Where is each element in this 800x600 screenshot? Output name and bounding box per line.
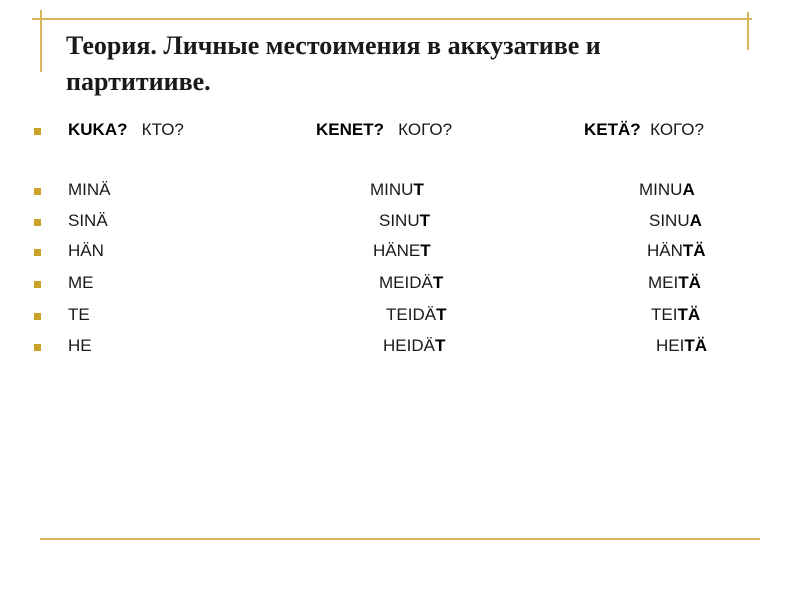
accusative-ending: T [436, 305, 447, 324]
header-col2 [316, 119, 452, 141]
header-col3-translation: КОГО? [650, 120, 704, 139]
accusative-cell [373, 240, 431, 262]
header-row [0, 119, 800, 141]
nominative-cell: HE [68, 336, 92, 355]
nominative-cell: MINÄ [68, 180, 111, 199]
partitive-stem: SINU [649, 211, 690, 230]
accusative-cell [383, 335, 445, 357]
accusative-ending: T [413, 180, 424, 199]
header-col2-translation: КОГО? [398, 120, 453, 139]
header-col1-translation: КТО? [141, 120, 184, 139]
nominative-cell: HÄN [68, 241, 104, 260]
partitive-cell [651, 304, 700, 326]
partitive-stem: MEI [648, 273, 679, 292]
pronoun-row [0, 304, 800, 326]
partitive-ending: TÄ [682, 241, 706, 260]
left-accent-line [40, 10, 42, 72]
accusative-cell [386, 304, 446, 326]
nominative-cell: SINÄ [68, 211, 108, 230]
partitive-ending: TÄ [684, 336, 708, 355]
accusative-ending: T [434, 336, 446, 355]
pronoun-row [0, 179, 800, 201]
partitive-ending: TÄ [677, 305, 701, 324]
nominative-cell: TE [68, 305, 90, 324]
header-col3 [584, 119, 704, 141]
partitive-cell [648, 272, 701, 294]
accusative-stem: MEIDÄ [379, 273, 433, 292]
header-col3-question: KETÄ? [584, 120, 641, 139]
bottom-divider-line [40, 538, 760, 540]
accusative-stem: HÄNE [373, 241, 421, 260]
nominative-cell: ME [68, 273, 94, 292]
top-divider-line [32, 18, 752, 20]
header-col1 [68, 119, 184, 141]
pronoun-row [0, 210, 800, 232]
partitive-cell [647, 240, 706, 262]
accusative-stem: TEIDÄ [386, 305, 437, 324]
accusative-stem: SINU [379, 211, 420, 230]
accusative-ending: T [420, 241, 431, 260]
partitive-stem: TEI [651, 305, 678, 324]
partitive-ending: A [689, 211, 702, 230]
partitive-stem: HEI [656, 336, 685, 355]
accusative-cell [370, 179, 424, 201]
partitive-stem: HÄN [647, 241, 683, 260]
accusative-stem: HEIDÄ [383, 336, 435, 355]
accusative-ending: T [419, 211, 431, 230]
partitive-cell [639, 179, 695, 201]
partitive-stem: MINU [639, 180, 683, 199]
pronoun-row [0, 272, 800, 294]
slide-title: Теория. Личные местоимения в аккузативе и партитииве. [66, 31, 601, 96]
header-col1-question: KUKA? [68, 120, 128, 139]
accusative-stem: MINU [370, 180, 414, 199]
right-accent-line [747, 12, 749, 50]
partitive-ending: TÄ [678, 273, 701, 292]
accusative-cell [379, 210, 430, 232]
accusative-ending: T [432, 273, 444, 292]
partitive-cell [656, 335, 707, 357]
accusative-cell [379, 272, 443, 294]
pronoun-row [0, 335, 800, 357]
partitive-ending: A [682, 180, 695, 199]
header-col2-question: KENET? [316, 120, 384, 139]
pronoun-row [0, 240, 800, 262]
partitive-cell [649, 210, 702, 232]
